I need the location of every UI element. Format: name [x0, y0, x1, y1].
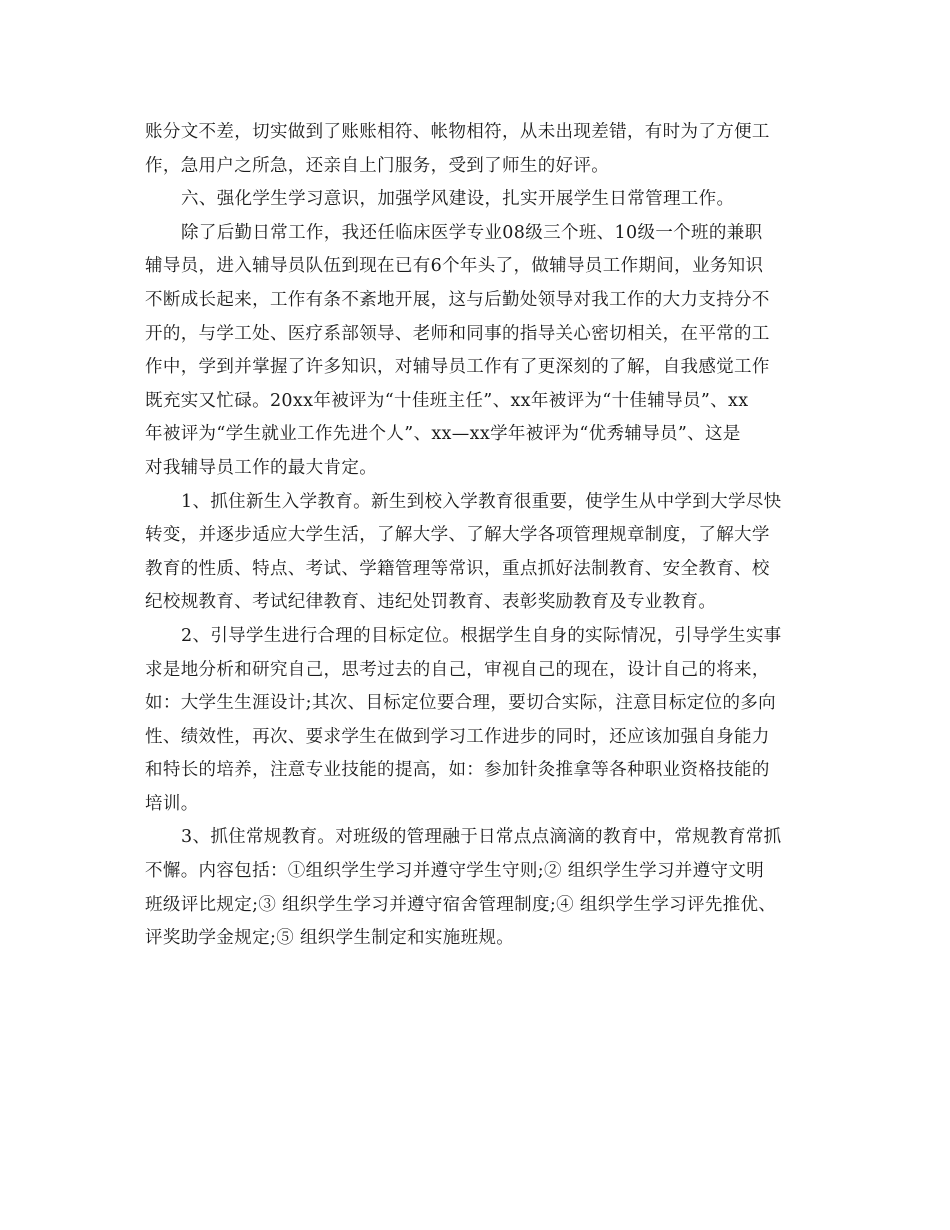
text-line: 1、抓住新生入学教育。新生到校入学教育很重要，使学生从中学到大学尽快	[181, 491, 782, 512]
text-line: 如：大学生生涯设计;其次、目标定位要合理，要切合实际，注意目标定位的多向	[145, 693, 776, 714]
text-line: 六、强化学生学习意识，加强学风建设，扎实开展学生日常管理工作。	[181, 189, 735, 210]
text-line: 3、抓住常规教育。对班级的管理融于日常点点滴滴的教育中，常规教育常抓	[181, 827, 782, 848]
text-line: 账分文不差，切实做到了账账相符、帐物相符，从未出现差错，有时为了方便工	[145, 122, 770, 142]
text-line: 开的，与学工处、医疗系部领导、老师和同事的指导关心密切相关，在平常的工	[145, 323, 770, 344]
text-line: 既充实又忙碌。20xx年被评为“十佳班主任”、xx年被评为“十佳辅导员”、xx	[145, 390, 749, 411]
text-line: 对我辅导员工作的最大肯定。	[145, 457, 378, 478]
text-line: 性、绩效性，再次、要求学生在做到学习工作进步的同时，还应该加强自身能力	[145, 726, 770, 747]
text-line: 和特长的培养，注意专业技能的提高，如：参加针灸推拿等各种职业资格技能的	[145, 760, 770, 781]
text-line: 评奖助学金规定;⑤ 组织学生制定和实施班规。	[145, 928, 515, 949]
text-line: 2、引导学生进行合理的目标定位。根据学生自身的实际情况，引导学生实事	[181, 625, 782, 646]
text-line: 求是地分析和研究自己，思考过去的自己，审视自己的现在，设计自己的将来，	[145, 659, 770, 680]
text-line: 不断成长起来，工作有条不紊地开展，这与后勤处领导对我工作的大力支持分不	[145, 289, 770, 310]
text-line: 班级评比规定;③ 组织学生学习并遵守宿舍管理制度;④ 组织学生学习评先推优、	[145, 894, 777, 915]
text-line: 作，急用户之所急，还亲自上门服务，受到了师生的好评。	[145, 155, 610, 176]
text-line: 除了后勤日常工作，我还任临床医学专业08级三个班、10级一个班的兼职	[181, 222, 763, 243]
text-line: 作中，学到并掌握了许多知识，对辅导员工作有了更深刻的了解，自我感觉工作	[145, 357, 770, 378]
text-line: 年被评为“学生就业工作先进个人”、xx—xx学年被评为“优秀辅导员”、这是	[145, 424, 741, 445]
text-line: 培训。	[145, 793, 199, 814]
document-body	[145, 116, 805, 956]
text-line: 不懈。内容包括：①组织学生学习并遵守学生守则;② 组织学生学习并遵守文明	[145, 861, 765, 882]
text-line: 辅导员，进入辅导员队伍到现在已有6个年头了，做辅导员工作期间，业务知识	[145, 256, 764, 277]
text-line: 教育的性质、特点、考试、学籍管理等常识，重点抓好法制教育、安全教育、校	[145, 558, 770, 579]
text-line: 纪校规教育、考试纪律教育、违纪处罚教育、表彰奖励教育及专业教育。	[145, 592, 717, 613]
text-line: 转变，并逐步适应大学生活，了解大学、了解大学各项管理规章制度，了解大学	[145, 525, 770, 546]
